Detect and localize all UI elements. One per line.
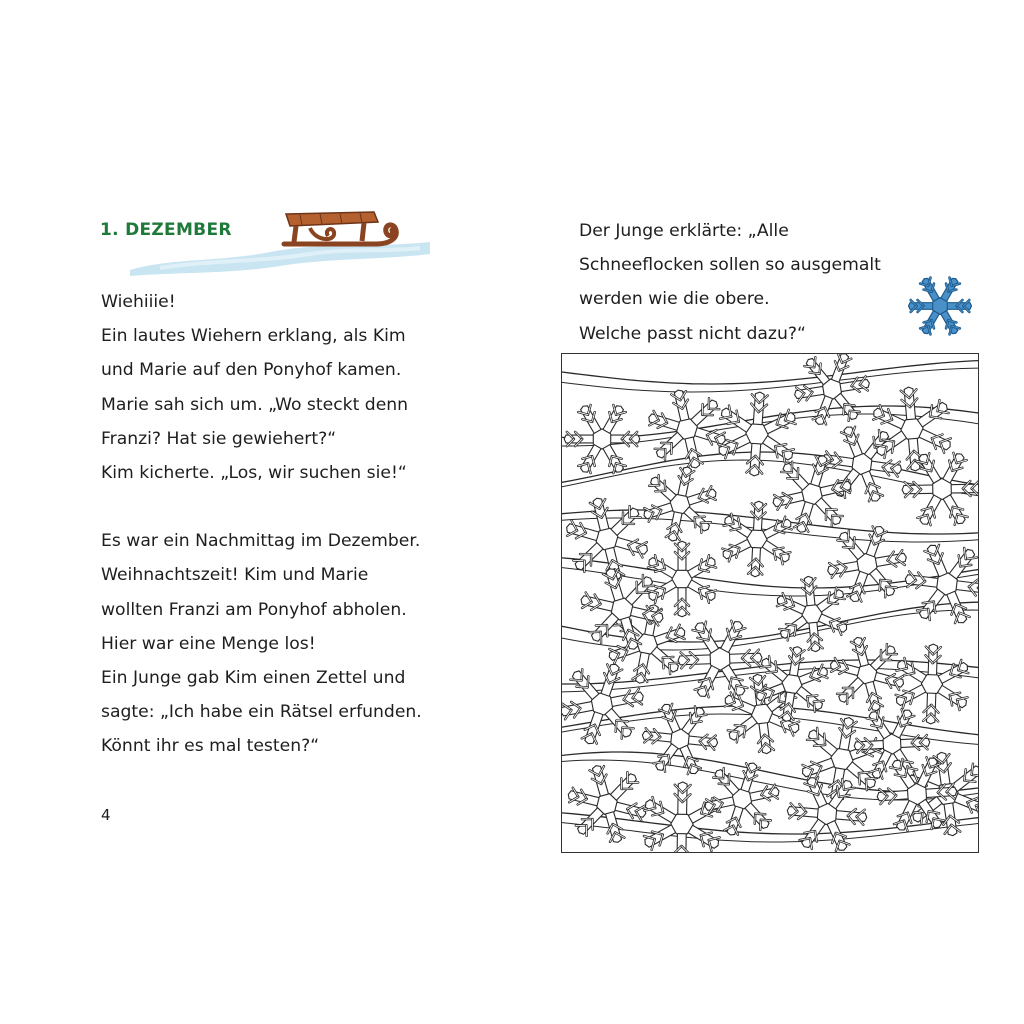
snowflake-puzzle-illustration: [561, 353, 979, 853]
puzzle-snowflake: [707, 490, 807, 588]
puzzle-snowflake: [891, 436, 979, 541]
puzzle-snowflake: [562, 759, 654, 848]
sample-snowflake-icon: [908, 274, 972, 338]
story-line: wollten Franzi am Ponyhof abholen.: [101, 599, 407, 620]
story-line: Marie sah sich um. „Wo steckt denn: [101, 394, 409, 415]
story-line: sagte: „Ich habe ein Rätsel erfunden.: [101, 702, 422, 723]
puzzle-snowflake: [564, 405, 640, 473]
instruction-line: Welche passt nicht dazu?“: [579, 323, 806, 344]
instruction-line: Der Junge erklärte: „Alle: [579, 221, 789, 241]
story-line: Kim kicherte. „Los, wir suchen sie!“: [101, 463, 407, 484]
story-line: Hier war eine Menge los!: [101, 633, 316, 654]
chapter-title: 1. DEZEMBER: [100, 220, 232, 240]
puzzle-instructions: [579, 214, 919, 351]
story-line: und Marie auf den Ponyhof kamen.: [101, 360, 402, 381]
paragraph-2: [101, 524, 481, 763]
right-page: [512, 0, 1024, 1024]
story-line: Ein Junge gab Kim einen Zettel und: [101, 668, 406, 689]
story-line: Franzi? Hat sie gewiehert?“: [101, 428, 337, 449]
chapter-heading: [100, 200, 430, 280]
story-line: Wiehiiie!: [101, 292, 176, 312]
puzzle-drawing: [562, 354, 979, 853]
story-line: Weihnachtszeit! Kim und Marie: [101, 565, 369, 586]
instruction-line: werden wie die obere.: [579, 289, 770, 310]
instruction-line: Schneeflocken sollen so ausgemalt: [579, 255, 881, 276]
story-line: Könnt ihr es mal testen?“: [101, 736, 320, 757]
story-text: [101, 285, 481, 798]
story-line: Es war ein Nachmittag im Dezember.: [101, 531, 421, 552]
puzzle-snowflake: [764, 568, 861, 661]
page-number: 4: [101, 806, 111, 824]
puzzle-snowflake: [629, 453, 731, 554]
puzzle-snowflake: [782, 354, 883, 440]
story-line: Ein lautes Wiehern erklang, als Kim: [101, 326, 406, 347]
paragraph-1: [101, 285, 481, 490]
sled-icon: [280, 208, 404, 254]
